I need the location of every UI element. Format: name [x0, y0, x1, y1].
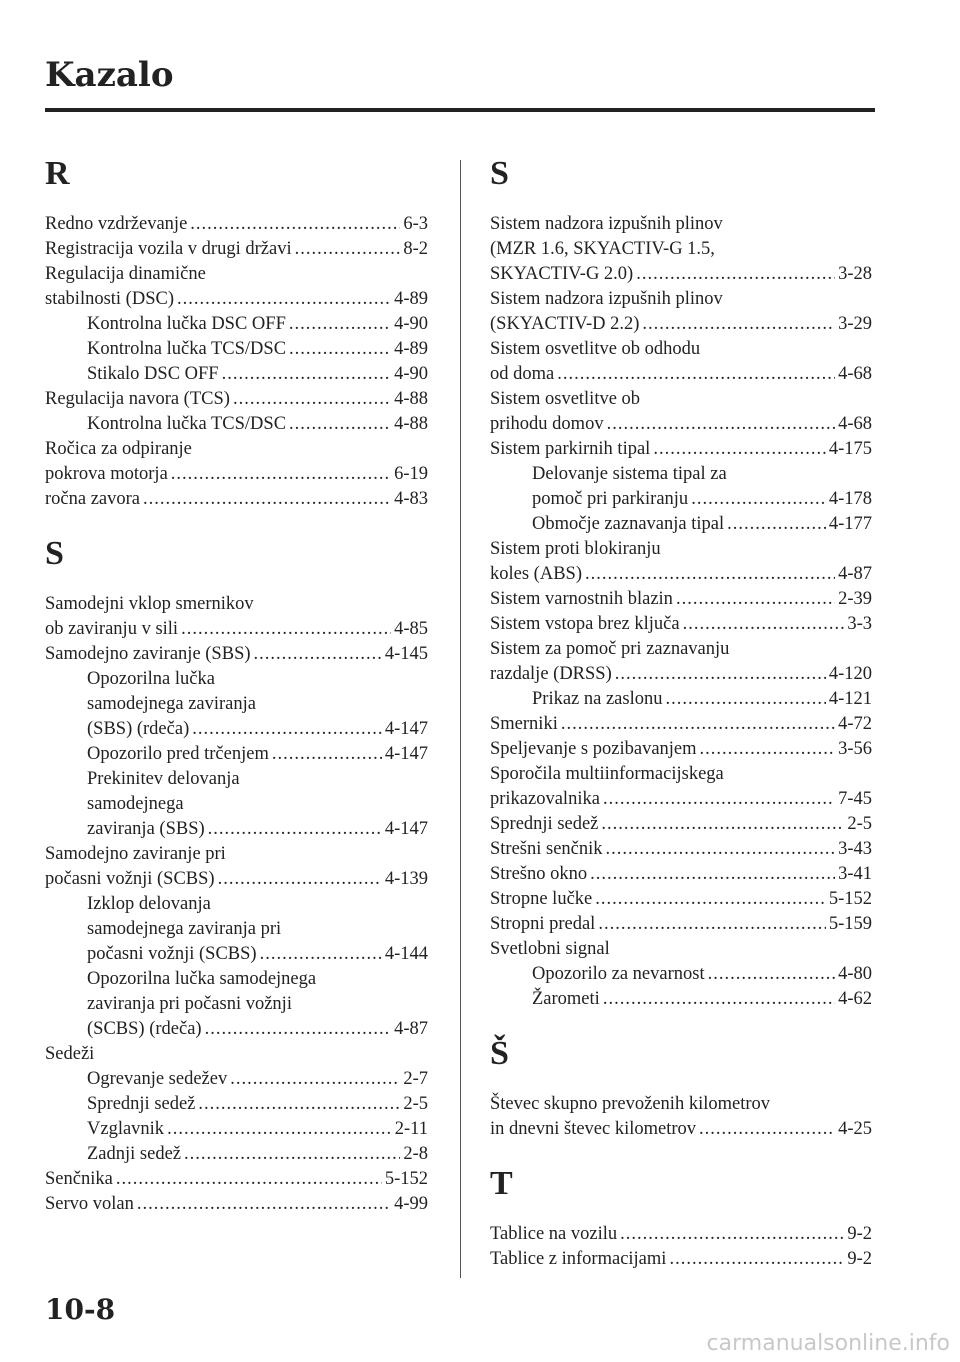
- page-number: 10-8: [45, 1293, 116, 1326]
- entry-label: Servo volan: [45, 1194, 134, 1214]
- index-entry: [45, 617, 428, 642]
- index-column-left: [45, 150, 428, 1217]
- index-entry: [490, 912, 872, 937]
- entry-page-ref[interactable]: 2-7: [403, 1069, 428, 1089]
- index-entry: [45, 462, 428, 487]
- index-subentry: [45, 942, 428, 967]
- entry-label: Strešni senčnik: [490, 839, 603, 859]
- dot-leader: [653, 437, 826, 462]
- entry-label: Prekinitev delovanja: [87, 769, 240, 789]
- index-entry: [490, 237, 872, 262]
- entry-label: od doma: [490, 364, 555, 384]
- entry-page-ref[interactable]: 5-152: [384, 1169, 428, 1189]
- entry-label: Samodejni vklop smernikov: [45, 594, 254, 614]
- watermark: carmanualsonline.info: [706, 1331, 950, 1356]
- entry-page-ref[interactable]: 7-45: [838, 789, 872, 809]
- dot-leader: [205, 1017, 392, 1042]
- entry-page-ref[interactable]: 4-178: [828, 489, 872, 509]
- entry-label: (SCBS) (rdeča): [87, 1019, 202, 1039]
- entry-page-ref[interactable]: 4-88: [394, 389, 428, 409]
- index-entry: [490, 862, 872, 887]
- entry-page-ref[interactable]: 4-121: [828, 689, 872, 709]
- entry-page-ref[interactable]: 4-147: [384, 819, 428, 839]
- entry-label: Regulacija dinamične: [45, 264, 206, 284]
- entry-page-ref[interactable]: 5-159: [828, 914, 872, 934]
- dot-leader: [272, 742, 382, 767]
- dot-leader: [181, 617, 391, 642]
- index-entry: [490, 1247, 872, 1272]
- dot-leader: [116, 1167, 382, 1192]
- entry-page-ref[interactable]: 4-89: [394, 339, 428, 359]
- index-subentry: [45, 892, 428, 917]
- entry-page-ref[interactable]: 4-83: [394, 489, 428, 509]
- dot-leader: [727, 512, 826, 537]
- index-subentry: [45, 1117, 428, 1142]
- dot-leader: [198, 1092, 400, 1117]
- entry-label: SKYACTIV-G 2.0): [490, 264, 634, 284]
- entry-label: Stikalo DSC OFF: [87, 364, 219, 384]
- entry-page-ref[interactable]: 4-25: [838, 1119, 872, 1139]
- entry-label: Ogrevanje sedežev: [87, 1069, 228, 1089]
- entry-page-ref[interactable]: 4-90: [394, 364, 428, 384]
- index-subentry: [45, 967, 428, 992]
- entry-page-ref[interactable]: 6-19: [394, 464, 428, 484]
- index-entry: [45, 237, 428, 262]
- dot-leader: [636, 262, 835, 287]
- entry-label: Opozorilna lučka: [87, 669, 215, 689]
- entry-label: Kontrolna lučka TCS/DSC: [87, 414, 287, 434]
- index-entry: [490, 887, 872, 912]
- entry-label: Smerniki: [490, 714, 558, 734]
- index-subentry: [45, 337, 428, 362]
- index-subentry: [490, 962, 872, 987]
- dot-leader: [603, 787, 835, 812]
- index-entry: [490, 412, 872, 437]
- index-entry: [490, 1092, 872, 1117]
- entry-label: (MZR 1.6, SKYACTIV-G 1.5,: [490, 239, 715, 259]
- index-entry: [490, 1117, 872, 1142]
- index-subentry: [45, 992, 428, 1017]
- entry-page-ref[interactable]: 8-2: [403, 239, 428, 259]
- section-letter: Š: [490, 1035, 509, 1072]
- dot-leader: [260, 942, 382, 967]
- dot-leader: [295, 237, 401, 262]
- dot-leader: [171, 462, 391, 487]
- section-gap: [490, 1012, 872, 1030]
- entry-label: Tablice z informacijami: [490, 1249, 667, 1269]
- index-subentry: [45, 1017, 428, 1042]
- entry-page-ref[interactable]: 4-145: [384, 644, 428, 664]
- index-subentry: [45, 1142, 428, 1167]
- index-entry: [490, 387, 872, 412]
- dot-leader: [691, 487, 826, 512]
- index-entry: [490, 937, 872, 962]
- index-subentry: [45, 692, 428, 717]
- entry-label: koles (ABS): [490, 564, 582, 584]
- index-entry: [45, 262, 428, 287]
- entry-page-ref[interactable]: 4-139: [384, 869, 428, 889]
- index-subentry: [45, 817, 428, 842]
- entry-page-ref[interactable]: 4-88: [394, 414, 428, 434]
- entry-label: Sistem nadzora izpušnih plinov: [490, 289, 723, 309]
- index-entry: [490, 737, 872, 762]
- entry-label: Sistem osvetlitve ob: [490, 389, 641, 409]
- index-subentry: [45, 792, 428, 817]
- dot-leader: [233, 387, 391, 412]
- index-entry: [45, 867, 428, 892]
- entry-label: Sprednji sedež: [490, 814, 599, 834]
- index-entry: [490, 812, 872, 837]
- dot-leader: [620, 1222, 844, 1247]
- index-subentry: [45, 667, 428, 692]
- entry-label: Območje zaznavanja tipal: [532, 514, 725, 534]
- entry-label: Registracija vozila v drugi državi: [45, 239, 292, 259]
- entry-label: Sprednji sedež: [87, 1094, 196, 1114]
- dot-leader: [666, 687, 826, 712]
- index-entry: [490, 562, 872, 587]
- entry-label: ročna zavora: [45, 489, 141, 509]
- dot-leader: [222, 362, 391, 387]
- entry-label: Samodejno zaviranje (SBS): [45, 644, 251, 664]
- entry-page-ref[interactable]: 4-90: [394, 314, 428, 334]
- entry-page-ref[interactable]: 2-8: [403, 1144, 428, 1164]
- dot-leader: [557, 362, 835, 387]
- index-entry: [45, 1192, 428, 1217]
- index-entry: [490, 537, 872, 562]
- entry-label: razdalje (DRSS): [490, 664, 612, 684]
- dot-leader: [289, 412, 391, 437]
- entry-label: Sistem osvetlitve ob odhodu: [490, 339, 701, 359]
- index-entry: [45, 842, 428, 867]
- entry-page-ref[interactable]: 4-85: [394, 619, 428, 639]
- entry-label: pomoč pri parkiranju: [532, 489, 689, 509]
- section-gap: [490, 1142, 872, 1160]
- index-subentry: [45, 742, 428, 767]
- entry-label: Opozorilo pred trčenjem: [87, 744, 269, 764]
- entry-label: Ročica za odpiranje: [45, 439, 192, 459]
- dot-leader: [218, 867, 382, 892]
- index-entry: [490, 612, 872, 637]
- index-entry: [490, 337, 872, 362]
- entry-label: počasni vožnji (SCBS): [45, 869, 215, 889]
- dot-leader: [590, 862, 835, 887]
- entry-label: Redno vzdrževanje: [45, 214, 188, 234]
- dot-leader: [669, 1247, 844, 1272]
- dot-leader: [192, 717, 382, 742]
- dot-leader: [289, 312, 391, 337]
- index-entry: [45, 1042, 428, 1067]
- entry-page-ref[interactable]: 3-43: [838, 839, 872, 859]
- entry-label: Strešno okno: [490, 864, 588, 884]
- index-entry: [490, 212, 872, 237]
- index-entry: [490, 312, 872, 337]
- entry-label: zaviranja (SBS): [87, 819, 205, 839]
- entry-page-ref[interactable]: 4-177: [828, 514, 872, 534]
- index-entry: [490, 762, 872, 787]
- entry-label: Samodejno zaviranje pri: [45, 844, 226, 864]
- entry-label: Kontrolna lučka DSC OFF: [87, 314, 286, 334]
- index-subentry: [45, 767, 428, 792]
- dot-leader: [230, 1067, 400, 1092]
- dot-leader: [615, 662, 826, 687]
- index-entry: [490, 637, 872, 662]
- entry-label: Sistem vstopa brez ključa: [490, 614, 680, 634]
- entry-label: Sistem varnostnih blazin: [490, 589, 673, 609]
- entry-page-ref[interactable]: 2-5: [403, 1094, 428, 1114]
- index-entry: [490, 262, 872, 287]
- entry-label: Delovanje sistema tipal za: [532, 464, 727, 484]
- index-entry: [45, 287, 428, 312]
- index-subentry: [45, 717, 428, 742]
- entry-page-ref[interactable]: 4-144: [384, 944, 428, 964]
- entry-label: prihodu domov: [490, 414, 604, 434]
- index-entry: [490, 662, 872, 687]
- entry-label: Vzglavnik: [87, 1119, 165, 1139]
- dot-leader: [699, 1117, 835, 1142]
- dot-leader: [190, 212, 400, 237]
- column-divider: [460, 160, 461, 1278]
- index-subentry: [490, 462, 872, 487]
- index-entry: [490, 437, 872, 462]
- index-entry: [45, 592, 428, 617]
- entry-page-ref[interactable]: 6-3: [403, 214, 428, 234]
- entry-page-ref[interactable]: 3-56: [838, 739, 872, 759]
- entry-page-ref[interactable]: 4-68: [838, 364, 872, 384]
- entry-page-ref[interactable]: 3-41: [838, 864, 872, 884]
- dot-leader: [603, 987, 835, 1012]
- dot-leader: [601, 812, 844, 837]
- dot-leader: [607, 412, 836, 437]
- index-entry: [490, 287, 872, 312]
- entry-label: Stropni predal: [490, 914, 596, 934]
- dot-leader: [683, 612, 845, 637]
- dot-leader: [595, 887, 826, 912]
- index-subentry: [45, 1067, 428, 1092]
- entry-label: Prikaz na zaslonu: [532, 689, 663, 709]
- entry-label: Sistem parkirnih tipal: [490, 439, 651, 459]
- dot-leader: [289, 337, 391, 362]
- dot-leader: [143, 487, 391, 512]
- index-entry: [45, 387, 428, 412]
- dot-leader: [167, 1117, 392, 1142]
- entry-label: Sedeži: [45, 1044, 95, 1064]
- entry-page-ref[interactable]: 3-3: [847, 614, 872, 634]
- entry-page-ref[interactable]: 9-2: [847, 1249, 872, 1269]
- index-column-right: [490, 150, 872, 1272]
- dot-leader: [606, 837, 836, 862]
- section-letter: S: [45, 535, 64, 572]
- index-entry: [45, 487, 428, 512]
- entry-label: samodejnega: [87, 794, 184, 814]
- index-subentry: [45, 412, 428, 437]
- entry-page-ref[interactable]: 4-99: [394, 1194, 428, 1214]
- entry-label: zaviranja pri počasni vožnji: [87, 994, 292, 1014]
- entry-page-ref[interactable]: 9-2: [847, 1224, 872, 1244]
- entry-page-ref[interactable]: 4-147: [384, 719, 428, 739]
- entry-label: Kontrolna lučka TCS/DSC: [87, 339, 287, 359]
- index-subentry: [490, 512, 872, 537]
- entry-page-ref[interactable]: 4-68: [838, 414, 872, 434]
- index-subentry: [45, 1092, 428, 1117]
- dot-leader: [585, 562, 835, 587]
- entry-page-ref[interactable]: 4-89: [394, 289, 428, 309]
- dot-leader: [561, 712, 835, 737]
- entry-label: Opozorilna lučka samodejnega: [87, 969, 317, 989]
- header-rule: [45, 108, 875, 112]
- entry-page-ref[interactable]: 4-87: [394, 1019, 428, 1039]
- entry-label: samodejnega zaviranja pri: [87, 919, 282, 939]
- page-title: Kazalo: [45, 55, 174, 95]
- entry-label: samodejnega zaviranja: [87, 694, 256, 714]
- entry-label: stabilnosti (DSC): [45, 289, 174, 309]
- index-entry: [490, 787, 872, 812]
- entry-label: Žarometi: [532, 989, 600, 1009]
- entry-label: počasni vožnji (SCBS): [87, 944, 257, 964]
- entry-label: Zadnji sedež: [87, 1144, 181, 1164]
- entry-label: Števec skupno prevoženih kilometrov: [490, 1094, 771, 1114]
- entry-page-ref[interactable]: 3-29: [838, 314, 872, 334]
- entry-label: Tablice na vozilu: [490, 1224, 618, 1244]
- index-entry: [490, 1222, 872, 1247]
- index-subentry: [45, 312, 428, 337]
- entry-page-ref[interactable]: 2-5: [847, 814, 872, 834]
- entry-page-ref[interactable]: 4-87: [838, 564, 872, 584]
- entry-page-ref[interactable]: 5-152: [828, 889, 872, 909]
- entry-label: Sistem za pomoč pri zaznavanju: [490, 639, 730, 659]
- section-letter: S: [490, 155, 509, 192]
- entry-label: Sistem nadzora izpušnih plinov: [490, 214, 723, 234]
- entry-label: Opozorilo za nevarnost: [532, 964, 705, 984]
- index-entry: [490, 362, 872, 387]
- dot-leader: [184, 1142, 400, 1167]
- entry-label: Speljevanje s pozibavanjem: [490, 739, 697, 759]
- section-letter: R: [45, 155, 70, 192]
- entry-label: Senčnika: [45, 1169, 113, 1189]
- dot-leader: [208, 817, 382, 842]
- entry-page-ref[interactable]: 4-62: [838, 989, 872, 1009]
- dot-leader: [137, 1192, 391, 1217]
- index-entry: [45, 1167, 428, 1192]
- entry-page-ref[interactable]: 4-72: [838, 714, 872, 734]
- entry-label: Regulacija navora (TCS): [45, 389, 230, 409]
- entry-page-ref[interactable]: 4-147: [384, 744, 428, 764]
- index-entry: [45, 212, 428, 237]
- entry-label: (SBS) (rdeča): [87, 719, 190, 739]
- dot-leader: [254, 642, 382, 667]
- index-entry: [45, 642, 428, 667]
- entry-label: ob zaviranju v sili: [45, 619, 179, 639]
- section-letter: T: [490, 1165, 513, 1202]
- dot-leader: [708, 962, 835, 987]
- entry-page-ref[interactable]: 2-39: [838, 589, 872, 609]
- entry-label: in dnevni števec kilometrov: [490, 1119, 697, 1139]
- entry-page-ref[interactable]: 4-175: [828, 439, 872, 459]
- index-subentry: [45, 362, 428, 387]
- entry-label: Izklop delovanja: [87, 894, 211, 914]
- index-entry: [490, 712, 872, 737]
- entry-page-ref[interactable]: 2-11: [394, 1119, 428, 1139]
- dot-leader: [676, 587, 835, 612]
- index-subentry: [490, 987, 872, 1012]
- dot-leader: [177, 287, 391, 312]
- entry-label: prikazovalnika: [490, 789, 600, 809]
- entry-label: Sporočila multiinformacijskega: [490, 764, 724, 784]
- dot-leader: [642, 312, 835, 337]
- dot-leader: [700, 737, 836, 762]
- entry-label: Sistem proti blokiranju: [490, 539, 661, 559]
- index-entry: [490, 587, 872, 612]
- entry-label: (SKYACTIV-D 2.2): [490, 314, 640, 334]
- entry-label: pokrova motorja: [45, 464, 168, 484]
- entry-page-ref[interactable]: 4-120: [828, 664, 872, 684]
- index-entry: [490, 837, 872, 862]
- entry-label: Stropne lučke: [490, 889, 593, 909]
- index-subentry: [490, 687, 872, 712]
- entry-label: Svetlobni signal: [490, 939, 610, 959]
- index-subentry: [490, 487, 872, 512]
- section-gap: [45, 512, 428, 530]
- index-subentry: [45, 917, 428, 942]
- index-entry: [45, 437, 428, 462]
- dot-leader: [598, 912, 826, 937]
- entry-page-ref[interactable]: 3-28: [838, 264, 872, 284]
- entry-page-ref[interactable]: 4-80: [838, 964, 872, 984]
